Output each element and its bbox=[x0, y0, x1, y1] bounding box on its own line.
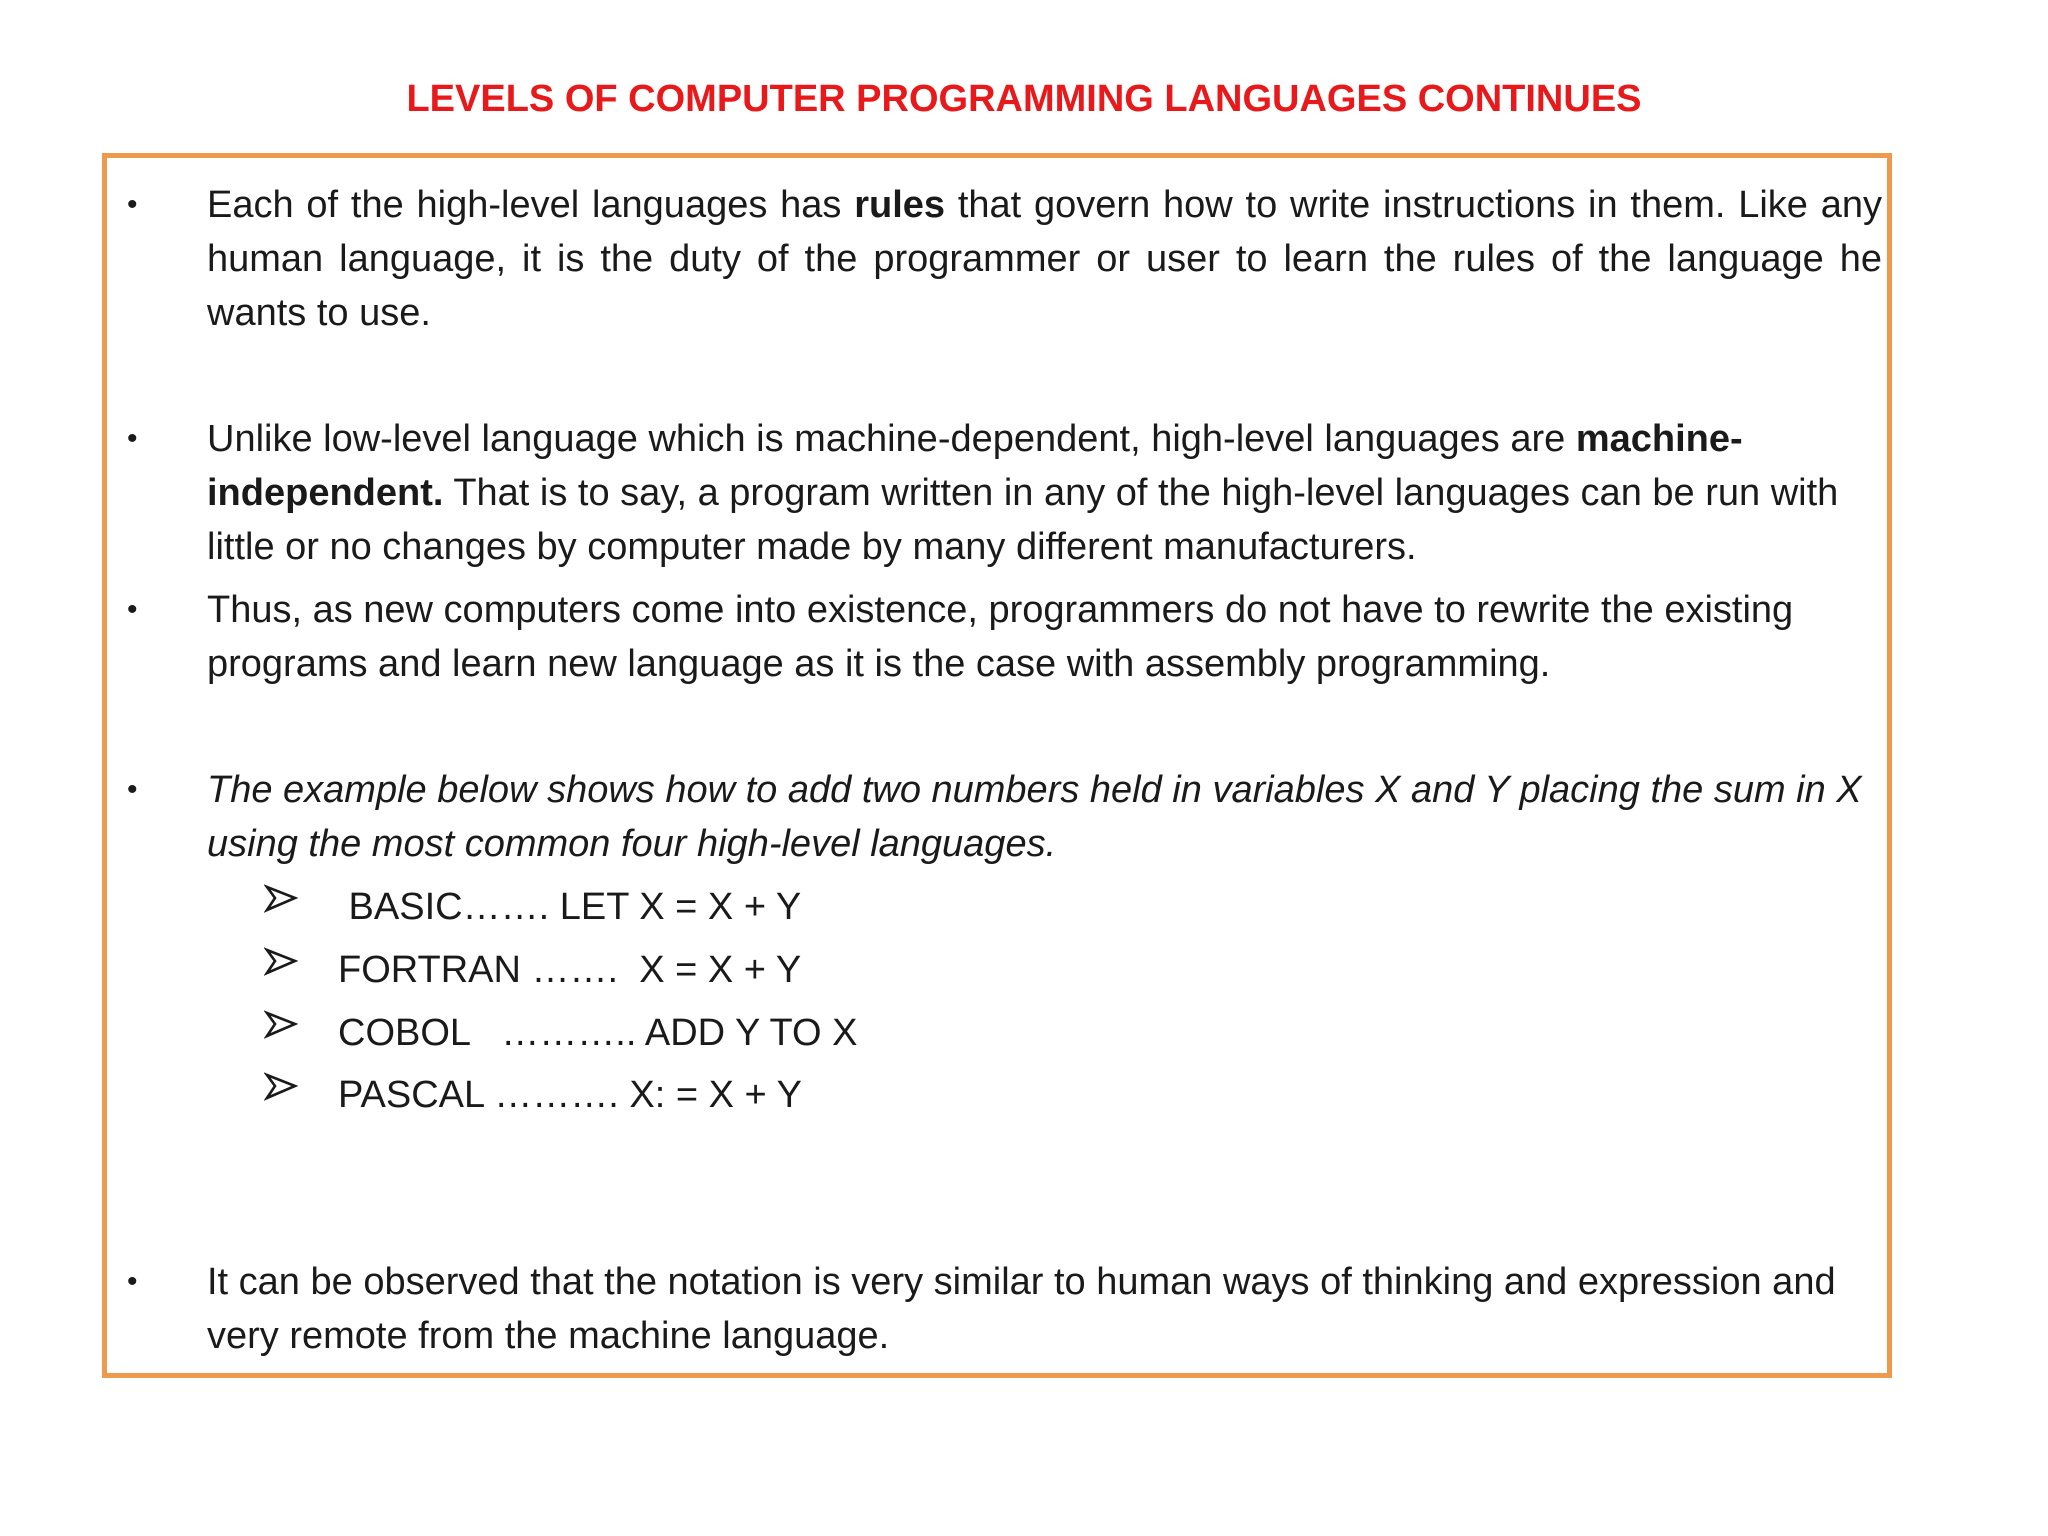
bullet-dot-icon: • bbox=[127, 422, 138, 455]
text-segment: Unlike low-level language which is machine-dependent, high-level languages are bbox=[207, 418, 1576, 460]
example-text: COBOL ……….. ADD Y TO X bbox=[338, 1012, 858, 1054]
arrowhead-icon bbox=[264, 1072, 298, 1106]
text-segment: Each of the high-level languages has bbox=[207, 184, 855, 226]
arrowhead-icon bbox=[264, 1010, 298, 1044]
example-text: BASIC……. LET X = X + Y bbox=[338, 886, 802, 928]
example-text: PASCAL ………. X: = X + Y bbox=[338, 1074, 802, 1116]
slide-title: LEVELS OF COMPUTER PROGRAMMING LANGUAGES CONTINUES bbox=[406, 78, 1642, 120]
content-box bbox=[102, 153, 1892, 1378]
text-segment: that govern how to write instructions in them. Like any human language, it is the duty of the programmer or user to learn the rules of the language he wants to use. bbox=[207, 184, 1882, 334]
bullet-text: It can be observed that the notation is very similar to human ways of thinking and expression and very remote from the machine language. bbox=[207, 1261, 1836, 1357]
bullet-text: The example below shows how to add two numbers held in variables X and Y placing the sum in X using the most common four high-level languages. bbox=[207, 769, 1862, 865]
arrowhead-icon bbox=[264, 884, 298, 918]
bullet-text: Thus, as new computers come into existence, programmers do not have to rewrite the existing programs and learn new language as it is the case with assembly programming. bbox=[207, 589, 1794, 685]
example-text: FORTRAN ……. X = X + Y bbox=[338, 949, 802, 991]
bullet-text bbox=[207, 178, 1882, 340]
bullet-dot-icon: • bbox=[127, 1265, 138, 1298]
bullet-dot-icon: • bbox=[127, 773, 138, 806]
bold-term: rules bbox=[854, 184, 946, 226]
arrowhead-icon bbox=[264, 947, 298, 981]
text-segment: That is to say, a program written in any of the high-level languages can be run with little or no changes by computer made by many different manufacturers. bbox=[207, 472, 1839, 568]
bullet-text bbox=[207, 412, 1882, 574]
bold-term: machine-independent. bbox=[207, 418, 1743, 514]
bullet-dot-icon: • bbox=[127, 593, 138, 626]
bullet-dot-icon: • bbox=[127, 188, 138, 221]
